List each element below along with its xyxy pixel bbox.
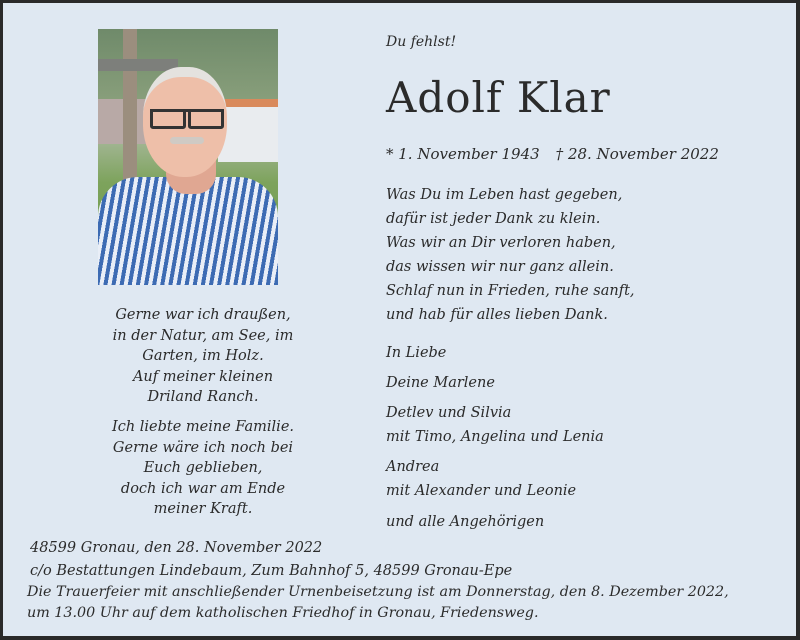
signature-family-1	[386, 401, 604, 449]
photo-glasses	[150, 109, 224, 128]
left-poem-line: Garten, im Holz.	[142, 348, 264, 364]
poem-line: dafür ist jeder Dank zu klein.	[386, 211, 601, 227]
headline: Du fehlst!	[386, 34, 457, 50]
deceased-name: Adolf Klar	[386, 73, 611, 122]
signature-closing: und alle Angehörigen	[386, 514, 545, 530]
poem-line: Schlaf nun in Frieden, ruhe sanft,	[386, 283, 635, 299]
ceremony-line: Die Trauerfeier mit anschließender Urnenbeisetzung ist am Donnerstag, den 8. Dezember 2022,	[27, 584, 729, 600]
obituary-notice	[3, 3, 796, 636]
place-and-date: 48599 Gronau, den 28. November 2022	[30, 540, 323, 556]
signature-spouse: Deine Marlene	[386, 375, 495, 391]
left-poem-stanza-1	[73, 305, 333, 408]
birth-date: * 1. November 1943	[386, 145, 540, 163]
signature-line: mit Timo, Angelina und Lenia	[386, 429, 604, 445]
signature-family-2	[386, 455, 576, 503]
left-poem-line: Euch geblieben,	[143, 460, 263, 476]
ceremony-line: um 13.00 Uhr auf dem katholischen Friedhof in Gronau, Friedensweg.	[27, 605, 539, 621]
left-poem-line: Driland Ranch.	[147, 389, 259, 405]
photo-mustache	[170, 137, 204, 144]
photo-background-house	[218, 99, 278, 162]
life-dates	[386, 145, 719, 163]
poem-line: und hab für alles lieben Dank.	[386, 307, 608, 323]
contact-address: c/o Bestattungen Lindebaum, Zum Bahnhof 5, 48599 Gronau-Epe	[30, 563, 513, 579]
portrait-photo	[98, 29, 278, 285]
left-poem-line: doch ich war am Ende	[120, 480, 286, 497]
signature-intro: In Liebe	[386, 345, 447, 361]
left-poem-line: meiner Kraft.	[153, 501, 253, 517]
memorial-poem	[386, 183, 635, 327]
left-poem-line: Auf meiner kleinen	[132, 368, 274, 385]
death-date: † 28. November 2022	[555, 145, 719, 163]
photo-wooden-beam	[98, 59, 178, 71]
signature-line: mit Alexander und Leonie	[386, 483, 577, 499]
left-poem-line: in der Natur, am See, im	[112, 327, 294, 344]
left-poem-line: Ich liebte meine Familie.	[111, 419, 295, 435]
poem-line: Was Du im Leben hast gegeben,	[386, 187, 623, 203]
signature-line: Detlev und Silvia	[386, 405, 512, 421]
funeral-ceremony-info	[27, 582, 729, 624]
signature-line: Andrea	[386, 459, 440, 475]
poem-line: das wissen wir nur ganz allein.	[386, 259, 614, 275]
left-poem-stanza-2	[73, 417, 333, 520]
left-poem-line: Gerne wäre ich noch bei	[112, 439, 294, 456]
left-poem-line: Gerne war ich draußen,	[115, 307, 291, 323]
poem-line: Was wir an Dir verloren haben,	[386, 235, 616, 251]
